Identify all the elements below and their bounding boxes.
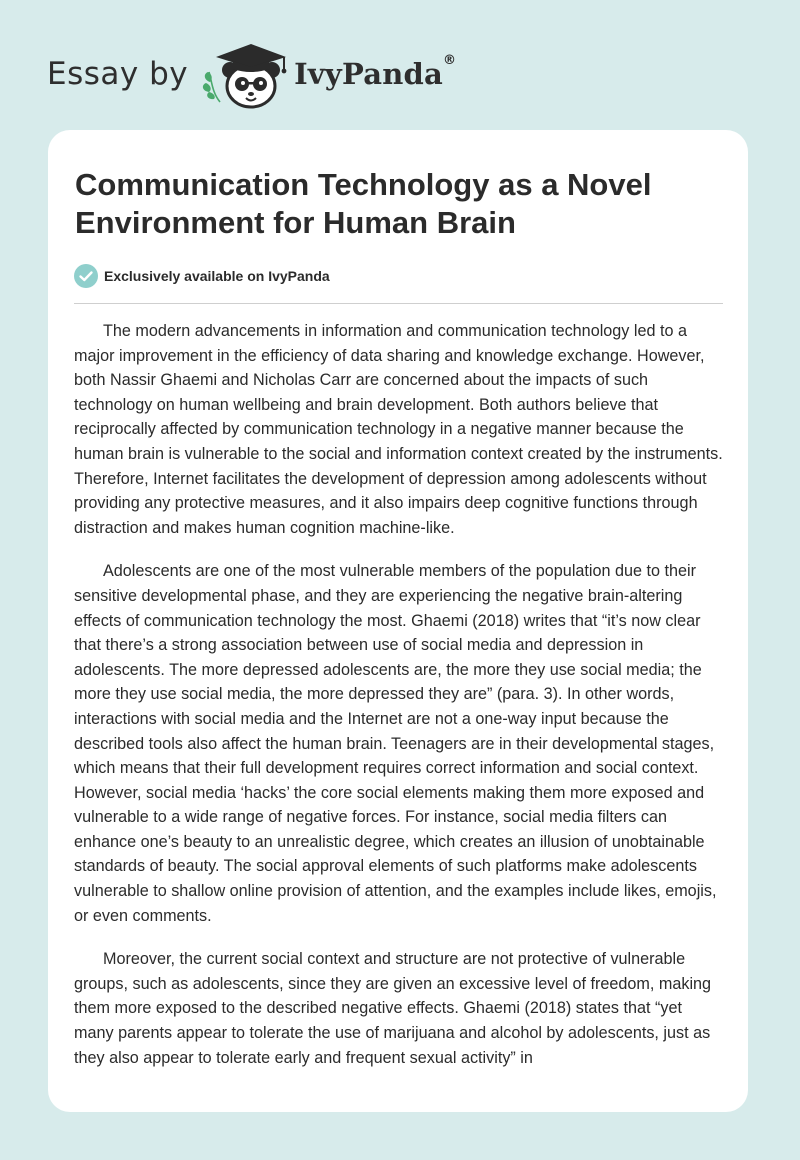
registered-mark: ® xyxy=(442,52,457,68)
panda-logo-icon[interactable] xyxy=(200,36,292,111)
essay-body xyxy=(74,319,726,1089)
ivypanda-brand-name[interactable] xyxy=(294,52,457,91)
exclusive-badge-label: Exclusively available on IvyPanda xyxy=(104,268,330,284)
site-header xyxy=(47,36,456,111)
essay-card xyxy=(48,130,748,1112)
title-divider xyxy=(74,303,723,304)
check-circle-icon xyxy=(74,264,98,288)
essay-paragraph: Moreover, the current social context and structure are not protective of vulnerable groups, such as adolescents, since they are given an excessive level of freedom, making them more exposed to the described negative effects. Ghaemi (2018) states that “yet many parents appear to tolerate the use of marijuana and alcohol by adolescents, just as they also appear to tolerate early and frequent sexual activity” in xyxy=(74,950,712,1067)
exclusive-badge xyxy=(74,264,330,288)
essay-paragraph: Adolescents are one of the most vulnerable members of the population due to their sensitive developmental phase, and they are experiencing the negative brain-altering effects of communication technology the most. Ghaemi (2018) writes that “it’s now clear that there’s a strong association between use of social media and depression in adolescents. The more depressed adolescents are, the more they use social media; the more they use social media, the more depressed they are” (para. 3). In other words, interactions with social media and the Internet are not a one-way input because the described tools also affect the human brain. Teenagers are in their developmental stages, which means that their full development requires correct information and social context. However, social media ‘hacks’ the core social elements making them more exposed and vulnerable to a wide range of negative forces. For instance, social media filters can enhance one’s beauty to an unrealistic degree, which creates an illusion of unobtainable standards of beauty. The social approval elements of such platforms make adolescents vulnerable to shallow online provision of attention, and the examples include likes, emojis, or even comments. xyxy=(74,562,717,925)
essay-title: Communication Technology as a Novel Environment for Human Brain xyxy=(75,167,652,240)
essay-by-label: Essay by xyxy=(47,55,189,92)
essay-paragraph: The modern advancements in information and communication technology led to a major improvement in the efficiency of data sharing and knowledge exchange. However, both Nassir Ghaemi and Nicholas Carr are concerned about the impacts of such technology on human wellbeing and brain development. Both authors believe that reciprocally affected by communication technology in a negative manner because the human brain is vulnerable to the social and information context created by the instruments. Therefore, Internet facilitates the development of depression among adolescents without providing any protective measures, and it also impairs deep cognitive functions through distraction and makes human cognition machine-like. xyxy=(74,322,723,537)
brand-name-text: IvyPanda xyxy=(294,56,443,91)
